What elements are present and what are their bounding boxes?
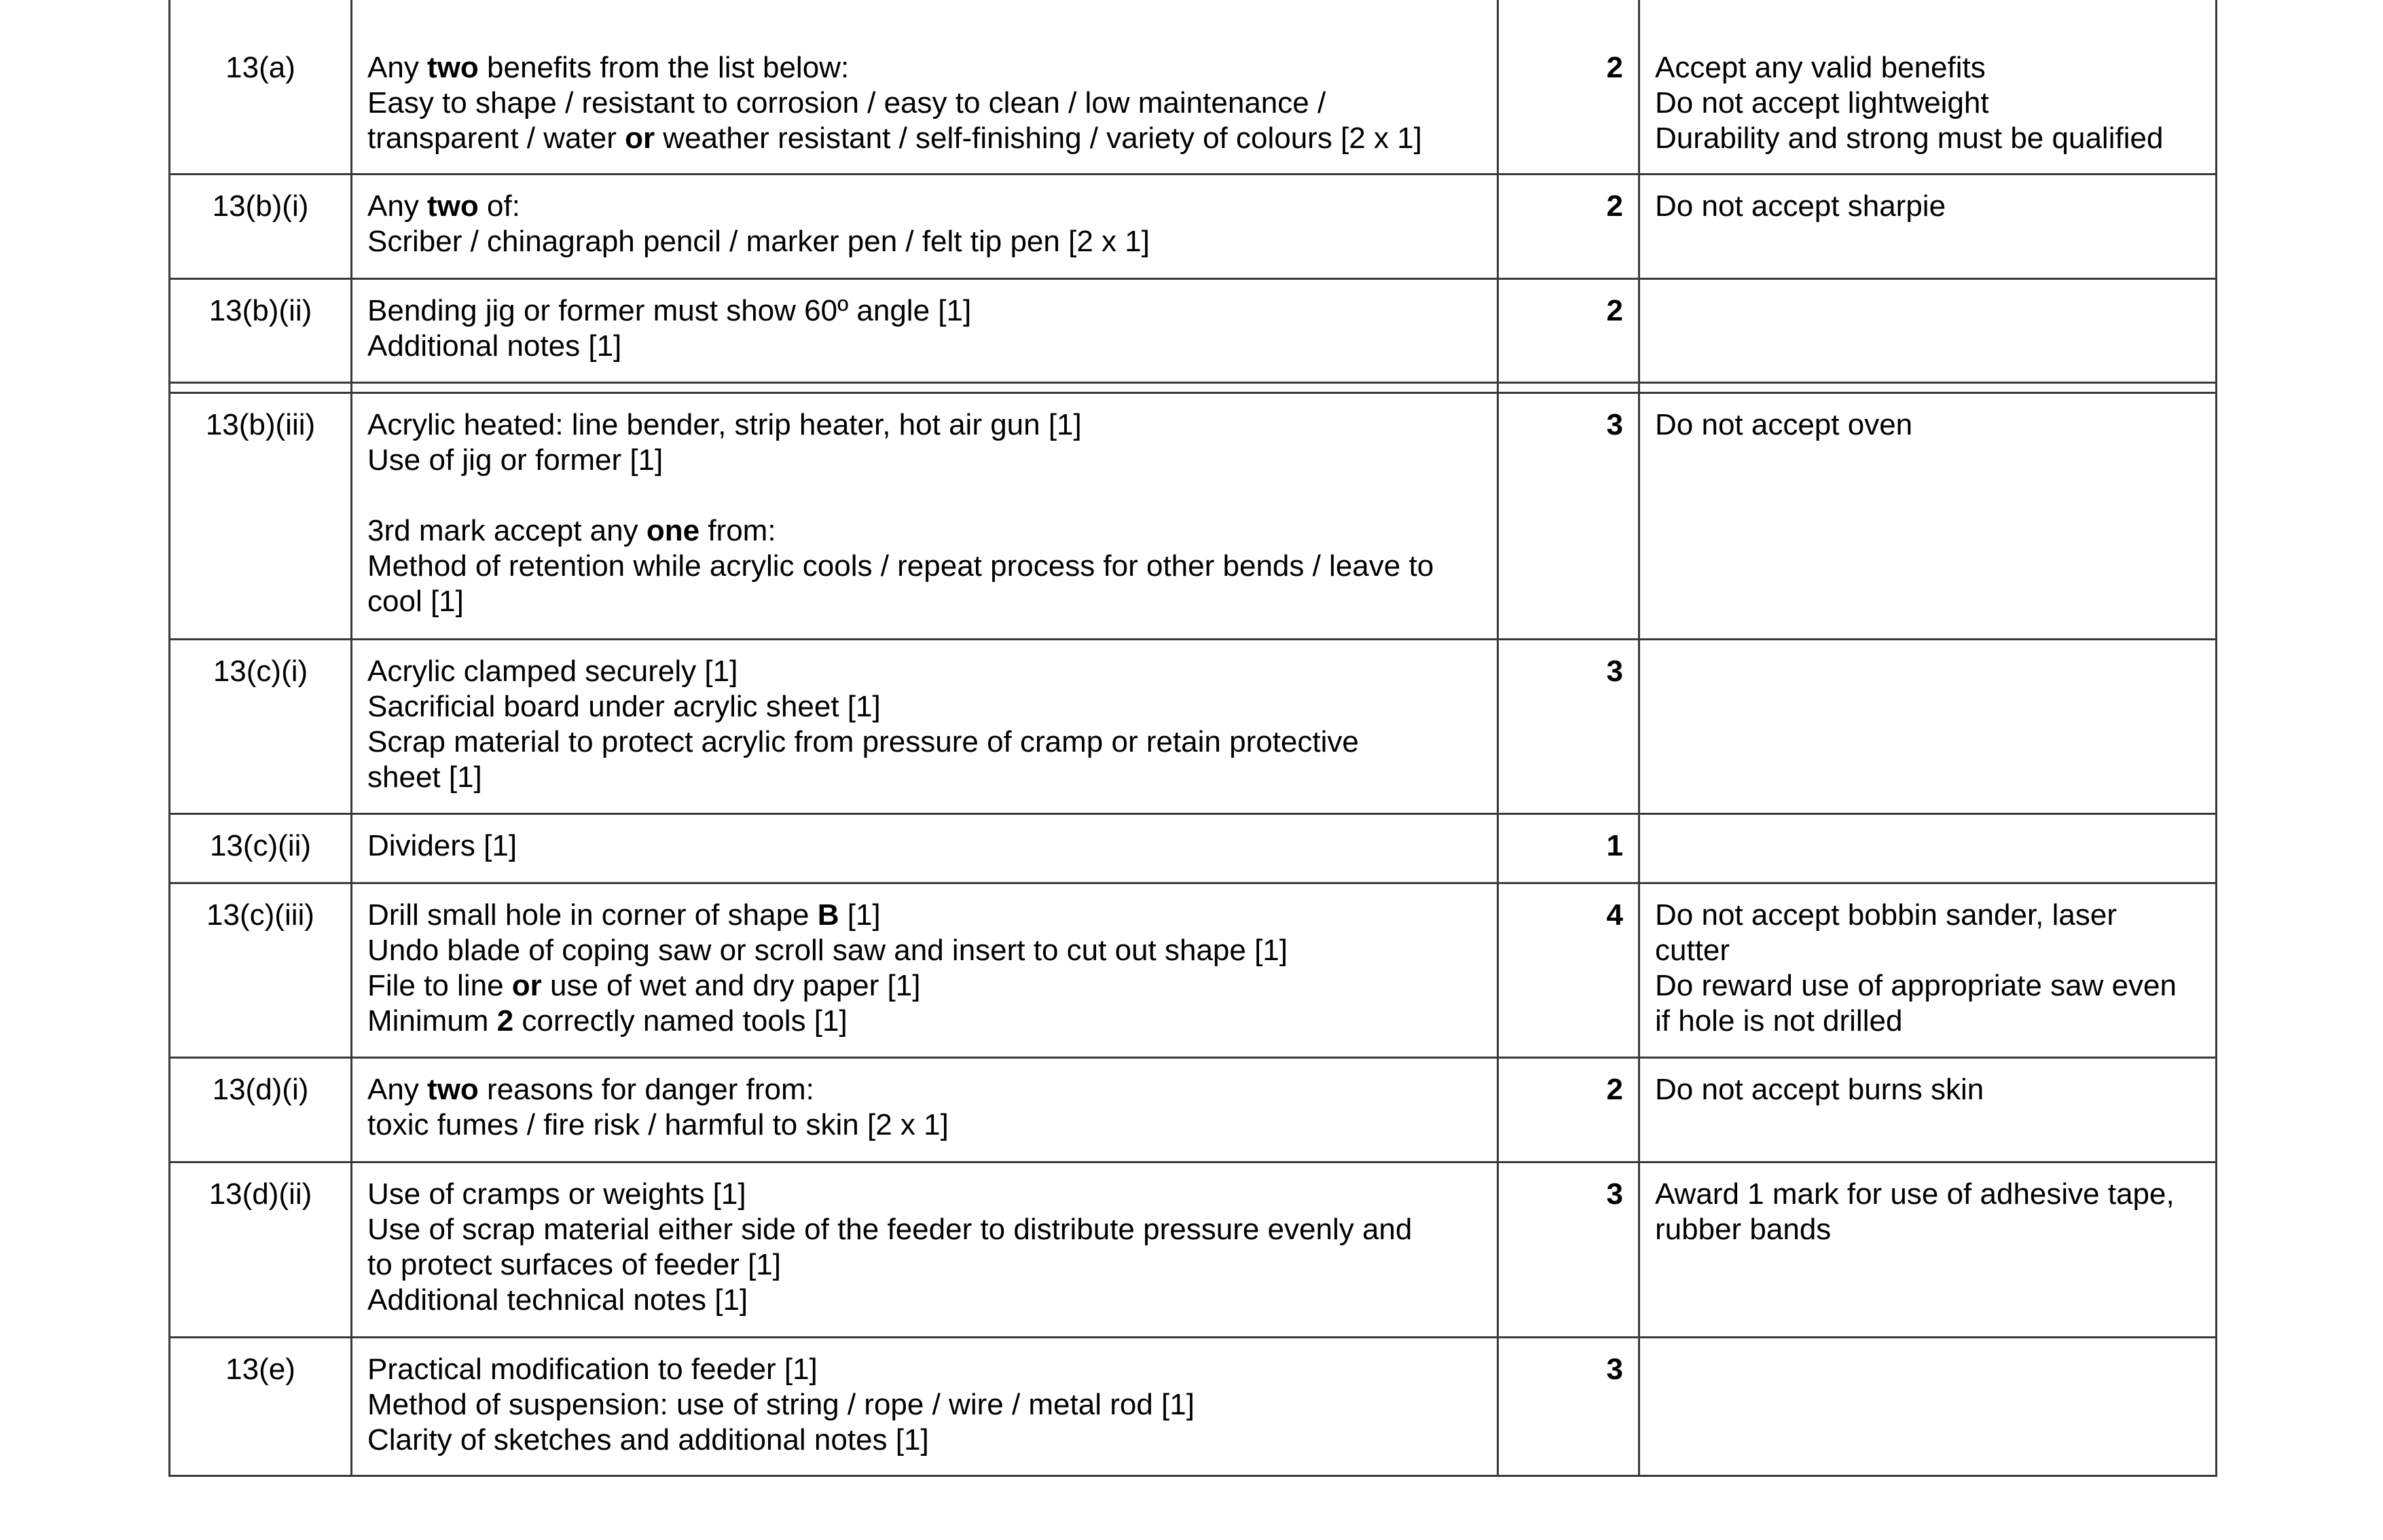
guidance-line: Do not accept bobbin sander, laser bbox=[1655, 898, 2117, 932]
answer-text: [1] bbox=[839, 898, 881, 932]
answer-line bbox=[367, 1107, 1482, 1143]
answer-text: cool [1] bbox=[367, 584, 464, 618]
marks: 2 bbox=[1498, 278, 1639, 382]
answer-line bbox=[367, 293, 1482, 329]
answer-text: Sacrificial board under acrylic sheet [1] bbox=[367, 689, 881, 723]
guidance-line: rubber bands bbox=[1655, 1212, 1832, 1246]
answer-line bbox=[367, 50, 1482, 86]
marks: 1 bbox=[1498, 813, 1639, 883]
answer-line bbox=[367, 1283, 1482, 1318]
mark-scheme-body bbox=[170, 0, 2217, 1475]
answer-text: Bending jig or former must show 60º angle [1] bbox=[367, 293, 972, 327]
answer-text: sheet [1] bbox=[367, 760, 482, 794]
answer-emphasis: or bbox=[625, 122, 655, 155]
answer-text: Use of jig or former [1] bbox=[367, 443, 663, 477]
guidance-line: Award 1 mark for use of adhesive tape, bbox=[1655, 1177, 2175, 1211]
answer-emphasis: two bbox=[427, 189, 479, 223]
answer-line bbox=[367, 224, 1482, 259]
marks: 3 bbox=[1498, 1337, 1639, 1475]
guidance-line: if hole is not drilled bbox=[1655, 1004, 1903, 1038]
table-row bbox=[170, 1337, 2217, 1475]
answer-text: benefits from the list below: bbox=[478, 51, 850, 84]
answer-line bbox=[367, 933, 1482, 968]
answer-emphasis: one bbox=[646, 513, 700, 547]
marks: 4 bbox=[1498, 883, 1639, 1057]
question-number: 13(b)(i) bbox=[170, 174, 352, 278]
question-number: 13(c)(iii) bbox=[170, 883, 352, 1057]
answer-line bbox=[367, 407, 1482, 443]
answer-cell bbox=[352, 174, 1498, 278]
answer-text: correctly named tools [1] bbox=[513, 1004, 848, 1038]
answer-line bbox=[367, 549, 1482, 584]
question-number: 13(d)(ii) bbox=[170, 1162, 352, 1337]
marks: 3 bbox=[1498, 392, 1639, 639]
table-row bbox=[170, 0, 2217, 174]
guidance-line: Do not accept lightweight bbox=[1655, 86, 1989, 120]
answer-line bbox=[367, 898, 1482, 933]
answer-text: Dividers [1] bbox=[367, 828, 517, 862]
answer-text: toxic fumes / fire risk / harmful to skin [2 x 1] bbox=[367, 1107, 949, 1141]
spacer-cell bbox=[1639, 382, 2217, 392]
guidance-cell bbox=[1639, 813, 2217, 883]
question-number: 13(d)(i) bbox=[170, 1057, 352, 1162]
answer-cell bbox=[352, 278, 1498, 382]
mark-scheme-table bbox=[168, 0, 2217, 1477]
answer-line bbox=[367, 1072, 1482, 1107]
guidance-cell bbox=[1639, 1337, 2217, 1475]
question-number: 13(b)(iii) bbox=[170, 392, 352, 639]
answer-text: Drill small hole in corner of shape bbox=[367, 898, 818, 932]
answer-line bbox=[367, 513, 1482, 549]
answer-text: weather resistant / self-finishing / variety of colours [2 x 1] bbox=[655, 122, 1422, 155]
spacer-cell bbox=[352, 382, 1498, 392]
answer-line bbox=[367, 86, 1482, 121]
answer-text: 3rd mark accept any bbox=[367, 513, 647, 547]
answer-text: Any bbox=[367, 51, 428, 84]
answer-text: Scrap material to protect acrylic from pressure of cramp or retain protective bbox=[367, 725, 1359, 758]
answer-line bbox=[367, 689, 1482, 725]
answer-text: File to line bbox=[367, 968, 512, 1002]
table-spacer-row bbox=[170, 382, 2217, 392]
answer-cell bbox=[352, 813, 1498, 883]
guidance-line: Do not accept oven bbox=[1655, 407, 1913, 441]
answer-cell bbox=[352, 1057, 1498, 1162]
answer-text: Additional technical notes [1] bbox=[367, 1283, 748, 1317]
guidance-line: Do not accept sharpie bbox=[1655, 189, 1946, 223]
guidance-line: Do reward use of appropriate saw even bbox=[1655, 968, 2177, 1002]
answer-text: Additional notes [1] bbox=[367, 329, 622, 363]
marks: 2 bbox=[1498, 174, 1639, 278]
answer-cell bbox=[352, 0, 1498, 174]
guidance-cell bbox=[1639, 1057, 2217, 1162]
question-number: 13(e) bbox=[170, 1337, 352, 1475]
marks: 2 bbox=[1498, 0, 1639, 174]
answer-line bbox=[367, 968, 1482, 1004]
answer-text: use of wet and dry paper [1] bbox=[541, 968, 921, 1002]
guidance-cell bbox=[1639, 0, 2217, 174]
answer-text: Use of cramps or weights [1] bbox=[367, 1177, 746, 1211]
table-row bbox=[170, 1057, 2217, 1162]
answer-cell bbox=[352, 639, 1498, 813]
guidance-line: Durability and strong must be qualified bbox=[1655, 122, 2164, 155]
answer-line bbox=[367, 121, 1482, 156]
question-number: 13(a) bbox=[170, 0, 352, 174]
answer-text: Practical modification to feeder [1] bbox=[367, 1352, 818, 1386]
answer-line bbox=[367, 725, 1482, 760]
answer-text: to protect surfaces of feeder [1] bbox=[367, 1247, 781, 1281]
answer-text: Minimum bbox=[367, 1004, 497, 1038]
question-number: 13(c)(i) bbox=[170, 639, 352, 813]
answer-text: of: bbox=[478, 189, 520, 223]
answer-line bbox=[367, 760, 1482, 795]
table-row bbox=[170, 174, 2217, 278]
answer-emphasis: B bbox=[817, 898, 839, 932]
answer-emphasis: 2 bbox=[496, 1004, 514, 1038]
answer-cell bbox=[352, 1337, 1498, 1475]
table-row bbox=[170, 883, 2217, 1057]
marks: 2 bbox=[1498, 1057, 1639, 1162]
answer-text: Acrylic heated: line bender, strip heater, hot air gun [1] bbox=[367, 407, 1082, 441]
answer-line bbox=[367, 1352, 1482, 1387]
answer-cell bbox=[352, 1162, 1498, 1337]
answer-text: Use of scrap material either side of the feeder to distribute pressure evenly and bbox=[367, 1212, 1413, 1246]
answer-line bbox=[367, 1247, 1482, 1283]
answer-text: Any bbox=[367, 1072, 428, 1106]
answer-line bbox=[367, 1423, 1482, 1458]
answer-line bbox=[367, 828, 1482, 864]
guidance-line: cutter bbox=[1655, 933, 1730, 967]
answer-cell bbox=[352, 883, 1498, 1057]
answer-line bbox=[367, 189, 1482, 224]
answer-emphasis: two bbox=[427, 51, 479, 84]
answer-text: from: bbox=[699, 513, 776, 547]
answer-text: Method of suspension: use of string / rope / wire / metal rod [1] bbox=[367, 1387, 1195, 1421]
answer-text: Acrylic clamped securely [1] bbox=[367, 654, 738, 688]
guidance-cell bbox=[1639, 278, 2217, 382]
guidance-cell bbox=[1639, 639, 2217, 813]
table-row bbox=[170, 639, 2217, 813]
question-number: 13(c)(ii) bbox=[170, 813, 352, 883]
answer-text: Easy to shape / resistant to corrosion / easy to clean / low maintenance / bbox=[367, 86, 1326, 120]
guidance-cell bbox=[1639, 1162, 2217, 1337]
answer-line bbox=[367, 1212, 1482, 1247]
table-row bbox=[170, 813, 2217, 883]
answer-line bbox=[367, 443, 1482, 478]
marks: 3 bbox=[1498, 639, 1639, 813]
answer-line bbox=[367, 1387, 1482, 1423]
answer-text: Method of retention while acrylic cools / repeat process for other bends / leave to bbox=[367, 549, 1434, 583]
answer-text: reasons for danger from: bbox=[478, 1072, 814, 1106]
guidance-line: Accept any valid benefits bbox=[1655, 51, 1986, 84]
table-row bbox=[170, 392, 2217, 639]
answer-text: Scriber / chinagraph pencil / marker pen / felt tip pen [2 x 1] bbox=[367, 224, 1150, 258]
answer-text: Any bbox=[367, 189, 428, 223]
spacer-cell bbox=[170, 382, 352, 392]
answer-emphasis: or bbox=[511, 968, 542, 1002]
answer-line bbox=[367, 584, 1482, 619]
answer-line bbox=[367, 1004, 1482, 1039]
answer-text: Clarity of sketches and additional notes [1] bbox=[367, 1423, 929, 1456]
table-row bbox=[170, 278, 2217, 382]
answer-emphasis: two bbox=[427, 1072, 479, 1106]
answer-text: Undo blade of coping saw or scroll saw and insert to cut out shape [1] bbox=[367, 933, 1288, 967]
answer-line bbox=[367, 1177, 1482, 1212]
guidance-cell bbox=[1639, 174, 2217, 278]
blank-line bbox=[367, 478, 1482, 513]
table-row bbox=[170, 1162, 2217, 1337]
guidance-cell bbox=[1639, 392, 2217, 639]
guidance-line: Do not accept burns skin bbox=[1655, 1072, 1984, 1106]
marks: 3 bbox=[1498, 1162, 1639, 1337]
answer-line bbox=[367, 654, 1482, 689]
answer-cell bbox=[352, 392, 1498, 639]
answer-text: transparent / water bbox=[367, 122, 625, 155]
question-number: 13(b)(ii) bbox=[170, 278, 352, 382]
answer-line bbox=[367, 329, 1482, 364]
spacer-cell bbox=[1498, 382, 1639, 392]
guidance-cell bbox=[1639, 883, 2217, 1057]
